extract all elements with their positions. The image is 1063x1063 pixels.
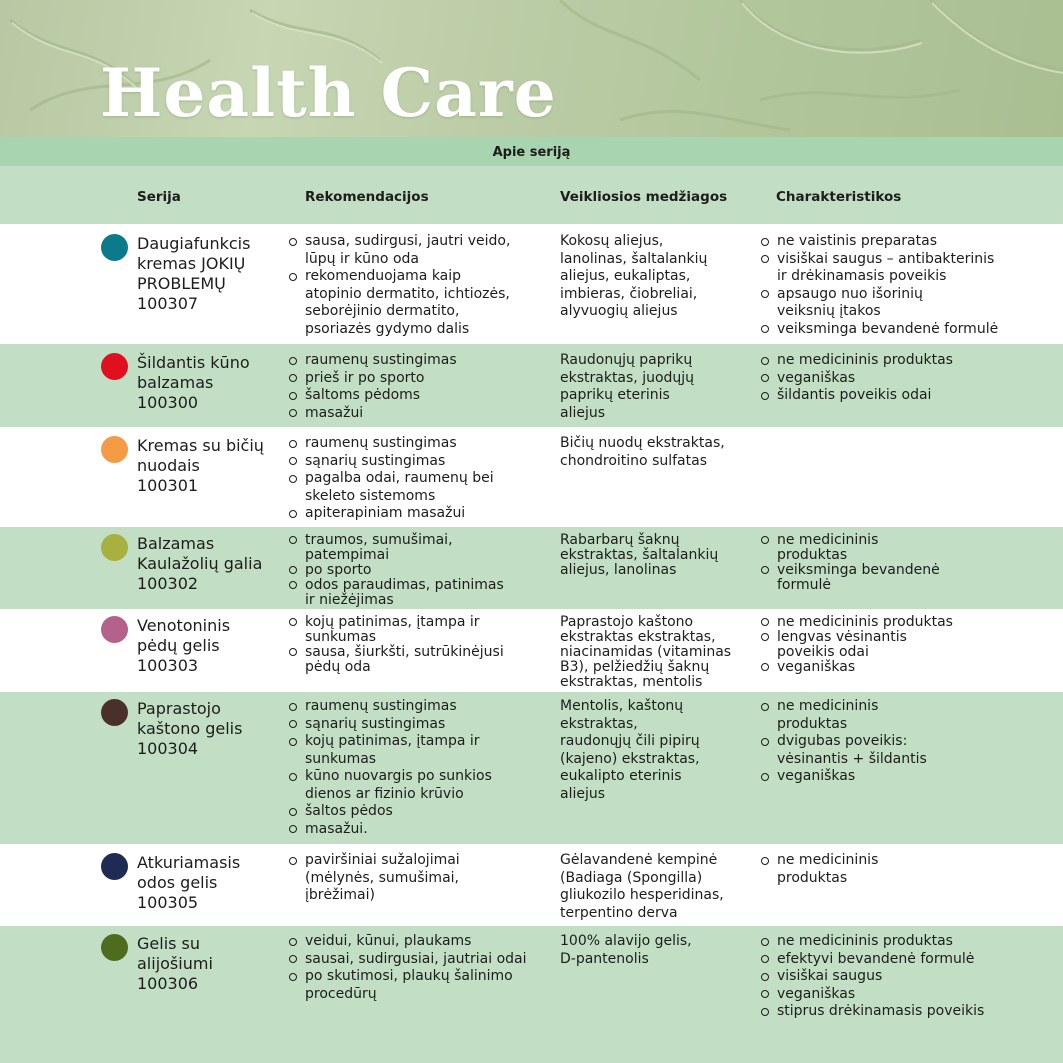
text-line: ir niežėjimas bbox=[305, 592, 394, 608]
series-name-line: Šildantis kūno bbox=[137, 353, 250, 372]
text-line: psoriazės gydymo dalis bbox=[305, 320, 470, 337]
series-color-dot bbox=[101, 353, 128, 380]
ingredient-line: D-pantenolis bbox=[560, 950, 649, 967]
text-line: ne medicininis produktas bbox=[777, 614, 953, 630]
recommendation-item bbox=[289, 370, 457, 388]
text-line: prieš ir po sporto bbox=[305, 369, 425, 386]
characteristic-item bbox=[761, 370, 953, 388]
table-row bbox=[0, 926, 1063, 1063]
series-name-line: Kremas su bičių bbox=[137, 436, 264, 455]
text-line: ne medicininis produktas bbox=[777, 352, 953, 368]
series-name-line: Paprastojo bbox=[137, 699, 221, 718]
text-line: sausa, šiurkšti, sutrūkinėjusi bbox=[305, 644, 504, 660]
text-line: šaltoms pėdoms bbox=[305, 387, 421, 403]
ingredient-line: alyvuogių aliejus bbox=[560, 303, 678, 319]
characteristics-list bbox=[761, 533, 940, 593]
characteristic-item bbox=[761, 852, 878, 887]
recommendation-item bbox=[289, 968, 527, 1003]
recommendation-item bbox=[289, 505, 494, 523]
text-line: veiksminga bevandenė bbox=[777, 562, 940, 578]
series-name bbox=[137, 853, 277, 913]
series-code: 100304 bbox=[137, 739, 199, 758]
text-line: veiksnių įtakos bbox=[777, 303, 881, 319]
series-name bbox=[137, 353, 277, 413]
characteristic-item bbox=[761, 951, 984, 969]
recommendation-item bbox=[289, 852, 460, 905]
text-line: visiškai saugus – antibakterinis bbox=[777, 250, 995, 267]
recommendation-item bbox=[289, 933, 527, 951]
text-line: kūno nuovargis po sunkios bbox=[305, 768, 492, 784]
text-line: veganiškas bbox=[777, 659, 856, 675]
series-name-line: Kaulažolių galia bbox=[137, 554, 263, 573]
text-line: veiksminga bevandenė formulė bbox=[777, 320, 999, 337]
ingredients-text bbox=[560, 615, 731, 690]
ingredient-line: eukalipto eterinis bbox=[560, 768, 682, 784]
characteristic-item bbox=[761, 387, 953, 405]
text-line: raumenų sustingimas bbox=[305, 352, 457, 368]
text-line: lūpų ir kūno oda bbox=[305, 250, 419, 267]
ingredient-line: ekstraktas, bbox=[560, 715, 638, 732]
characteristic-item bbox=[761, 352, 953, 370]
ingredient-line: Bičių nuodų ekstraktas, bbox=[560, 435, 725, 451]
series-color-dot bbox=[101, 853, 128, 880]
text-line: raumenų sustingimas bbox=[305, 698, 457, 714]
ingredient-line: 100% alavijo gelis, bbox=[560, 933, 692, 949]
table-row bbox=[0, 527, 1063, 609]
column-header-ingredients: Veikliosios medžiagos bbox=[560, 189, 728, 205]
series-name-line: Atkuriamasis bbox=[137, 853, 241, 872]
recommendation-item bbox=[289, 268, 510, 338]
section-subtitle: Apie seriją bbox=[0, 137, 1063, 166]
characteristic-item bbox=[761, 660, 953, 675]
ingredient-line: ekstraktas, juodųjų bbox=[560, 369, 695, 386]
ingredient-line: chondroitino sulfatas bbox=[560, 452, 707, 469]
text-line: apsaugo nuo išorinių bbox=[777, 285, 923, 302]
text-line: (mėlynės, sumušimai, bbox=[305, 869, 459, 886]
recommendation-item bbox=[289, 733, 492, 768]
ingredients-text bbox=[560, 533, 718, 578]
recommendations-list bbox=[289, 852, 460, 905]
series-name-line: Gelis su bbox=[137, 934, 201, 953]
characteristic-item bbox=[761, 563, 940, 593]
series-name-line: Venotoninis bbox=[137, 616, 231, 635]
text-line: dvigubas poveikis: bbox=[777, 733, 908, 749]
series-name-line: odos gelis bbox=[137, 873, 218, 892]
series-name-line: PROBLEMŲ bbox=[137, 274, 226, 293]
series-color-dot bbox=[101, 699, 128, 726]
ingredients-text bbox=[560, 352, 694, 422]
column-header-characteristics: Charakteristikos bbox=[776, 189, 902, 205]
recommendations-list bbox=[289, 698, 492, 838]
text-line: masažui bbox=[305, 404, 364, 421]
ingredient-line: aliejus bbox=[560, 404, 606, 421]
ingredient-line: gliukozilo hesperidinas, bbox=[560, 887, 724, 903]
text-line: sausa, sudirgusi, jautri veido, bbox=[305, 233, 511, 249]
text-line: apiterapiniam masažui bbox=[305, 505, 466, 521]
ingredient-line: Mentolis, kaštonų bbox=[560, 698, 684, 714]
characteristics-list bbox=[761, 698, 927, 786]
series-color-dot bbox=[101, 534, 128, 561]
characteristic-item bbox=[761, 768, 927, 786]
recommendations-list bbox=[289, 615, 504, 675]
text-line: odos paraudimas, patinimas bbox=[305, 577, 504, 593]
text-line: lengvas vėsinantis bbox=[777, 629, 907, 645]
text-line: visiškai saugus bbox=[777, 968, 883, 984]
text-line: sąnarių sustingimas bbox=[305, 715, 446, 732]
text-line: stiprus drėkinamasis poveikis bbox=[777, 1003, 985, 1019]
series-code: 100301 bbox=[137, 476, 199, 495]
page-title: Health Care bbox=[100, 54, 557, 132]
recommendation-item bbox=[289, 435, 494, 453]
text-line: sąnarių sustingimas bbox=[305, 452, 446, 469]
characteristic-item bbox=[761, 1003, 984, 1021]
ingredient-line: niacinamidas (vitaminas bbox=[560, 644, 732, 660]
text-line: po sporto bbox=[305, 562, 372, 578]
characteristic-item bbox=[761, 321, 998, 339]
table-row bbox=[0, 224, 1063, 344]
ingredient-line: raudonųjų čili pipirų bbox=[560, 733, 700, 749]
ingredient-line: ekstraktas, mentolis bbox=[560, 674, 703, 690]
table-row bbox=[0, 427, 1063, 527]
recommendation-item bbox=[289, 698, 492, 716]
text-line: poveikis odai bbox=[777, 644, 869, 660]
recommendation-item bbox=[289, 951, 527, 969]
text-line: paviršiniai sužalojimai bbox=[305, 852, 460, 868]
text-line: masažui. bbox=[305, 820, 368, 837]
text-line: ne medicininis produktas bbox=[777, 933, 953, 949]
text-line: kojų patinimas, įtampa ir bbox=[305, 614, 480, 630]
ingredient-line: ekstraktas ekstraktas, bbox=[560, 629, 716, 645]
characteristic-item bbox=[761, 698, 927, 733]
recommendation-item bbox=[289, 387, 457, 405]
text-line: formulė bbox=[777, 577, 832, 593]
series-color-dot bbox=[101, 934, 128, 961]
text-line: rekomenduojama kaip bbox=[305, 268, 462, 284]
series-name bbox=[137, 699, 277, 759]
series-name-line: kremas JOKIŲ bbox=[137, 254, 246, 273]
recommendation-item bbox=[289, 453, 494, 471]
ingredient-line: ekstraktas, šaltalankių bbox=[560, 547, 719, 563]
text-line: šaltos pėdos bbox=[305, 803, 393, 819]
text-line: ne medicininis bbox=[777, 698, 879, 714]
text-line: veganiškas bbox=[777, 985, 856, 1002]
series-name-line: kaštono gelis bbox=[137, 719, 243, 738]
recommendations-list bbox=[289, 352, 457, 422]
ingredient-line: aliejus, eukaliptas, bbox=[560, 268, 691, 284]
ingredient-line: Rabarbarų šaknų bbox=[560, 532, 680, 548]
hero-banner bbox=[0, 0, 1063, 137]
characteristics-list bbox=[761, 615, 953, 675]
ingredients-text bbox=[560, 698, 700, 803]
text-line: veganiškas bbox=[777, 768, 856, 784]
text-line: seborėjinio dermatito, bbox=[305, 303, 460, 319]
table-row bbox=[0, 344, 1063, 427]
text-line: ir drėkinamasis poveikis bbox=[777, 268, 947, 284]
text-line: įbrėžimai) bbox=[305, 887, 375, 903]
ingredients-text bbox=[560, 852, 724, 922]
column-header-recommendations: Rekomendacijos bbox=[305, 189, 429, 205]
text-line: pagalba odai, raumenų bei bbox=[305, 470, 494, 486]
recommendations-list bbox=[289, 533, 504, 608]
text-line: patempimai bbox=[305, 547, 390, 563]
series-name bbox=[137, 616, 277, 676]
recommendations-list bbox=[289, 435, 494, 523]
text-line: raumenų sustingimas bbox=[305, 435, 457, 451]
text-line: dienos ar fizinio krūvio bbox=[305, 785, 464, 802]
text-line: pėdų oda bbox=[305, 659, 371, 675]
recommendation-item bbox=[289, 645, 504, 675]
ingredients-text bbox=[560, 435, 725, 470]
recommendation-item bbox=[289, 803, 492, 821]
series-name bbox=[137, 534, 277, 594]
characteristic-item bbox=[761, 986, 984, 1004]
ingredient-line: B3), pelžiedžių šaknų bbox=[560, 659, 710, 675]
characteristic-item bbox=[761, 533, 940, 563]
text-line: produktas bbox=[777, 869, 848, 886]
text-line: procedūrų bbox=[305, 985, 377, 1002]
characteristic-item bbox=[761, 630, 953, 660]
recommendation-item bbox=[289, 533, 504, 563]
characteristics-list bbox=[761, 852, 878, 887]
series-name-line: nuodais bbox=[137, 456, 200, 475]
series-name bbox=[137, 436, 277, 496]
text-line: efektyvi bevandenė formulė bbox=[777, 950, 975, 967]
text-line: skeleto sistemoms bbox=[305, 487, 436, 504]
series-color-dot bbox=[101, 436, 128, 463]
recommendation-item bbox=[289, 563, 504, 578]
text-line: sausai, sudirgusiai, jautriai odai bbox=[305, 950, 527, 967]
ingredient-line: terpentino derva bbox=[560, 904, 678, 921]
recommendation-item bbox=[289, 233, 510, 268]
series-code: 100303 bbox=[137, 656, 199, 675]
series-name-line: Daugiafunkcis bbox=[137, 234, 251, 253]
series-name-line: pėdų gelis bbox=[137, 636, 220, 655]
characteristic-item bbox=[761, 968, 984, 986]
text-line: po skutimosi, plaukų šalinimo bbox=[305, 968, 513, 984]
text-line: ne medicininis bbox=[777, 852, 879, 868]
series-code: 100307 bbox=[137, 294, 199, 313]
ingredient-line: Gėlavandenė kempinė bbox=[560, 852, 718, 868]
series-code: 100300 bbox=[137, 393, 199, 412]
series-color-dot bbox=[101, 616, 128, 643]
series-code: 100306 bbox=[137, 974, 199, 993]
recommendations-list bbox=[289, 233, 510, 338]
text-line: veganiškas bbox=[777, 369, 856, 386]
table-row bbox=[0, 609, 1063, 692]
recommendation-item bbox=[289, 768, 492, 803]
text-line: ne vaistinis preparatas bbox=[777, 233, 937, 249]
recommendation-item bbox=[289, 578, 504, 608]
series-name-line: balzamas bbox=[137, 373, 214, 392]
ingredients-text bbox=[560, 933, 692, 968]
table-header bbox=[0, 166, 1063, 224]
table-row bbox=[0, 692, 1063, 844]
text-line: vėsinantis + šildantis bbox=[777, 750, 927, 767]
recommendations-list bbox=[289, 933, 527, 1003]
ingredient-line: aliejus, lanolinas bbox=[560, 562, 677, 578]
text-line: šildantis poveikis odai bbox=[777, 387, 932, 403]
text-line: kojų patinimas, įtampa ir bbox=[305, 733, 480, 749]
ingredient-line: Paprastojo kaštono bbox=[560, 614, 694, 630]
ingredient-line: aliejus bbox=[560, 785, 606, 802]
text-line: veidui, kūnui, plaukams bbox=[305, 933, 472, 949]
recommendation-item bbox=[289, 352, 457, 370]
recommendation-item bbox=[289, 470, 494, 505]
characteristic-item bbox=[761, 615, 953, 630]
text-line: sunkumas bbox=[305, 750, 377, 767]
series-code: 100302 bbox=[137, 574, 199, 593]
series-name-line: alijošiumi bbox=[137, 954, 213, 973]
series-name bbox=[137, 934, 277, 994]
characteristics-list bbox=[761, 933, 984, 1021]
ingredient-line: (kajeno) ekstraktas, bbox=[560, 750, 700, 767]
characteristic-item bbox=[761, 251, 998, 286]
ingredient-line: Raudonųjų paprikų bbox=[560, 352, 693, 368]
ingredient-line: lanolinas, šaltalankių bbox=[560, 250, 708, 267]
series-code: 100305 bbox=[137, 893, 199, 912]
text-line: produktas bbox=[777, 547, 848, 563]
characteristic-item bbox=[761, 233, 998, 251]
series-color-dot bbox=[101, 234, 128, 261]
characteristics-list bbox=[761, 352, 953, 405]
ingredient-line: (Badiaga (Spongilla) bbox=[560, 869, 703, 886]
ingredients-text bbox=[560, 233, 707, 321]
column-header-series: Serija bbox=[137, 189, 181, 205]
series-name bbox=[137, 234, 277, 314]
text-line: traumos, sumušimai, bbox=[305, 532, 453, 548]
ingredient-line: paprikų eterinis bbox=[560, 387, 670, 403]
text-line: sunkumas bbox=[305, 629, 377, 645]
series-name-line: Balzamas bbox=[137, 534, 215, 553]
text-line: ne medicininis bbox=[777, 532, 879, 548]
recommendation-item bbox=[289, 615, 504, 645]
ingredient-line: Kokosų aliejus, bbox=[560, 233, 664, 249]
characteristics-list bbox=[761, 233, 998, 338]
characteristic-item bbox=[761, 286, 998, 321]
table-row bbox=[0, 844, 1063, 926]
characteristic-item bbox=[761, 933, 984, 951]
recommendation-item bbox=[289, 405, 457, 423]
recommendation-item bbox=[289, 716, 492, 734]
text-line: produktas bbox=[777, 715, 848, 732]
recommendation-item bbox=[289, 821, 492, 839]
text-line: atopinio dermatito, ichtiozės, bbox=[305, 285, 510, 302]
ingredient-line: imbieras, čiobreliai, bbox=[560, 285, 698, 302]
characteristic-item bbox=[761, 733, 927, 768]
